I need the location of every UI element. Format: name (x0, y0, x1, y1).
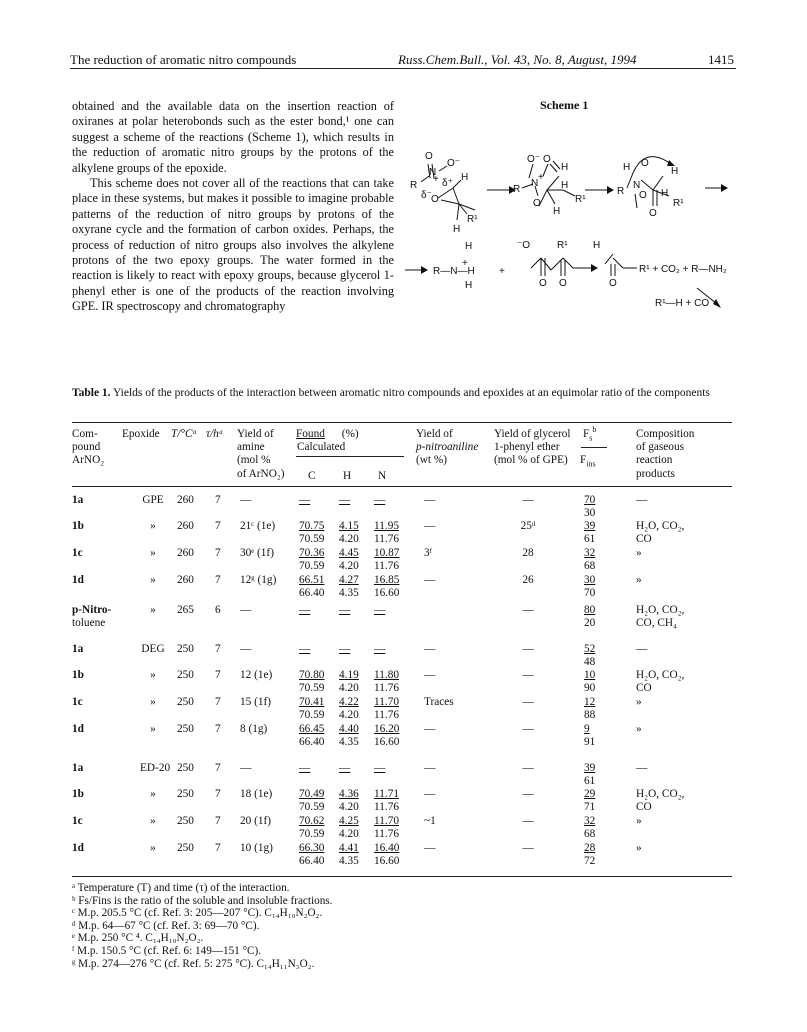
cell-am: 30ᵉ (1f) (240, 547, 274, 559)
cell-ep: » (150, 815, 156, 827)
cell-n1: 11.70 (374, 815, 399, 827)
cell-h2: 4.35 (339, 587, 359, 599)
cell-n1: 16.20 (374, 723, 400, 735)
scheme-label-1: N (429, 167, 437, 178)
cell-fs: 28 (584, 842, 596, 854)
cell-tau: 7 (215, 643, 221, 655)
cell-n1: 11.71 (374, 788, 399, 800)
cell-cmp: 1a (72, 494, 84, 506)
cell-fs: 30 (584, 574, 596, 586)
cell-n2: 16.60 (374, 736, 400, 748)
cell-h1: — (339, 494, 351, 506)
cell-fi: 70 (584, 587, 596, 599)
cell-t: 260 (177, 520, 194, 532)
cell-t: 250 (177, 842, 194, 854)
cell-g1: H₂O, CO₂, (636, 788, 685, 800)
cell-fs: 52 (584, 643, 596, 655)
reaction-scheme (405, 118, 735, 318)
cell-fi: 91 (584, 736, 596, 748)
scheme-label-41: R¹ + CO₂ + R—NH₂ (639, 264, 727, 275)
cell-gly: 28 (522, 547, 534, 559)
cell-gly: 25ᵈ (520, 520, 536, 532)
journal-citation: Russ.Chem.Bull., Vol. 43, No. 8, August, 1994 (398, 52, 637, 67)
cell-tau: 7 (215, 788, 221, 800)
scheme-label-28: R¹ (673, 198, 684, 209)
cell-gly: — (522, 762, 534, 774)
cell-cmp: 1a (72, 762, 84, 774)
cell-pn: ~1 (424, 815, 436, 827)
footnote-a: ᵃ Temperature (T) and time (τ) of the interaction. (72, 882, 290, 894)
cell-n1: — (374, 604, 386, 616)
cell-n2: 11.76 (374, 682, 399, 694)
scheme-label-3: R (410, 180, 418, 191)
cell-am: 8 (1g) (240, 723, 268, 735)
cell-pn: — (424, 788, 436, 800)
cell-pn: — (424, 574, 436, 586)
scheme-label-31: R—N—H (433, 266, 475, 277)
cell-t: 250 (177, 815, 194, 827)
cell-ep: » (150, 520, 156, 532)
cell-h1: 4.27 (339, 574, 359, 586)
cell-cmp: 1c (72, 815, 83, 827)
cell-c1: — (299, 494, 311, 506)
header-cnh-rule (296, 456, 404, 457)
cell-g1: H₂O, CO₂, (636, 669, 685, 681)
cell-t: 250 (177, 696, 194, 708)
cell-gly: — (522, 643, 534, 655)
cell-t: 250 (177, 723, 194, 735)
cell-h1: — (339, 643, 351, 655)
scheme-label-6: O (431, 194, 439, 205)
cell-gly: — (522, 815, 534, 827)
header-fs: $F_s^b$ (583, 425, 597, 443)
scheme-label-38: O (539, 278, 547, 289)
cell-n1: — (374, 643, 386, 655)
cell-am: — (240, 762, 252, 774)
cell-t: 250 (177, 669, 194, 681)
table-top-rule (72, 422, 732, 423)
header-compound: Com- pound ArNO₂ (72, 428, 105, 467)
cell-ep: GPE (142, 494, 164, 506)
paragraph-2: This scheme does not cover all of the reactions that can take place in these systems, but makes it possible to imagine probable patterns of the reduction of nitro groups by protons of the oxyrane cycle and the formation of carbon oxides. Perhaps, the process of reduction of nitro groups also involves the alkylene protons of the two epoxy groups. The water formed in the reaction is likely to react with epoxy groups, because glycerol 1-phenyl ether is one of the products of the reaction involving GPE. IR spectroscopy and chromatography (72, 176, 394, 314)
page-number: 1415 (708, 52, 734, 67)
cell-fs: 39 (584, 520, 596, 532)
cell-am: 15 (1f) (240, 696, 272, 708)
cell-ep: » (150, 723, 156, 735)
cell-h1: 4.36 (339, 788, 359, 800)
cell-n1: 10.87 (374, 547, 400, 559)
cell-h1: — (339, 762, 351, 774)
scheme-label-17: O (533, 198, 541, 209)
cell-ep: » (150, 696, 156, 708)
cell-t: 260 (177, 547, 194, 559)
footnote-c: ᶜ M.p. 205.5 °C (cf. Ref. 3: 205—207 °C). C₁₄H₁₀N₂O₂. (72, 907, 323, 920)
cell-n2: 16.60 (374, 855, 400, 867)
cell-am: 12 (1e) (240, 669, 273, 681)
cell-h1: — (339, 604, 351, 616)
cell-cmp: 1d (72, 723, 84, 735)
scheme-label-7: δ⁺ (442, 178, 453, 189)
header-rule (70, 68, 736, 69)
scheme-labels (410, 151, 727, 309)
cell-n1: — (374, 494, 386, 506)
scheme-label-15: N (531, 178, 539, 189)
body-text-column (72, 99, 394, 315)
cell-ep: » (150, 604, 156, 616)
header-n: N (378, 470, 387, 482)
cell-g2: CO (636, 533, 652, 545)
scheme-label-42: R¹—H + CO (655, 298, 710, 309)
cell-ep: DEG (141, 643, 165, 655)
scheme-label-33: + (462, 258, 468, 269)
cell-gly: — (522, 696, 534, 708)
scheme-label-19: R¹ (575, 194, 586, 205)
cell-pn: Traces (424, 696, 454, 708)
header-glycerol-yield: Yield of glycerol 1-phenyl ether (mol % of GPE) (494, 428, 571, 467)
cell-c1: 70.36 (299, 547, 325, 559)
cell-cmp: 1b (72, 520, 84, 532)
cell-h2: 4.35 (339, 855, 359, 867)
cell-gly: — (522, 842, 534, 854)
cell-pn: 3ᶠ (424, 547, 433, 559)
cell-n1: 16.40 (374, 842, 400, 854)
scheme-label-40: O (609, 278, 617, 289)
cell-pn: — (424, 669, 436, 681)
cell-gly: — (522, 723, 534, 735)
scheme-label-5: δ⁻ (421, 190, 432, 201)
cell-cmp: 1a (72, 643, 84, 655)
paragraph-1: obtained and the available data on the insertion reaction of oxiranes at polar heterobonds such as the ester bond,¹ one can suggest a scheme of the reactions (Scheme 1), which results in the reduction of aromatic nitro groups by the protons of the alkylene groups of the epoxide. (72, 99, 394, 175)
cell-c2: 70.59 (299, 560, 325, 572)
cell-fi: 71 (584, 801, 596, 813)
cell-fs: 80 (584, 604, 596, 616)
cell-fs: 10 (584, 669, 596, 681)
cell-h1: 4.25 (339, 815, 359, 827)
cell-ep: » (150, 842, 156, 854)
cell-n1: 11.80 (374, 669, 399, 681)
header-amine-yield: Yield of amine (mol % of ArNO₂) (237, 428, 285, 480)
footnote-b: ᵇ Fs/Fins is the ratio of the soluble and insoluble fractions. (72, 894, 333, 907)
cell-am: — (240, 494, 252, 506)
cell-t: 250 (177, 762, 194, 774)
scheme-label-25: N (633, 180, 641, 191)
cell-g1: » (636, 815, 642, 827)
cell-tau: 7 (215, 494, 221, 506)
header-temperature: T/°Cᵃ (171, 428, 197, 440)
cell-gly: — (522, 669, 534, 681)
cell-g1: » (636, 696, 642, 708)
cell-ep: » (150, 574, 156, 586)
running-title: The reduction of aromatic nitro compounds (70, 52, 297, 67)
cell-tau: 7 (215, 669, 221, 681)
cell-t: 250 (177, 643, 194, 655)
header-c: C (308, 470, 316, 482)
cell-cmp: 1b (72, 669, 84, 681)
footnote-f: ᶠ M.p. 150.5 °C (cf. Ref. 6: 149—151 °C). (72, 944, 262, 957)
table-header-rule (72, 486, 732, 487)
cell-h2: 4.20 (339, 560, 359, 572)
footnote-d: ᵈ M.p. 64—67 °C (cf. Ref. 3: 69—70 °C). (72, 919, 260, 932)
cell-c1: 70.49 (299, 788, 325, 800)
cell-cmp: p-Nitro- (72, 604, 112, 616)
scheme-label-20: H (553, 206, 561, 217)
cell-gly: 26 (522, 574, 534, 586)
scheme-label-18: H (561, 180, 569, 191)
cell-h1: 4.41 (339, 842, 359, 854)
cell-c1: 66.45 (299, 723, 325, 735)
cell-gly: — (522, 494, 534, 506)
header-fins: $F_{ins}$ (580, 454, 596, 469)
cell-fs: 39 (584, 762, 596, 774)
scheme-label-0: O (425, 151, 433, 162)
cell-fi: 72 (584, 855, 596, 867)
cell-fi: 61 (584, 775, 596, 787)
cell-fi: 20 (584, 617, 596, 629)
cell-n2: 11.76 (374, 828, 399, 840)
cell-c2: 70.59 (299, 682, 325, 694)
cell-c2: 70.59 (299, 828, 325, 840)
scheme-label-14: R (513, 184, 521, 195)
cell-n2: 16.60 (374, 587, 400, 599)
scheme-label-22: O (641, 158, 649, 169)
cell-c1: 70.75 (299, 520, 325, 532)
cell-g2: CO (636, 682, 652, 694)
scheme-label-13: H (561, 162, 569, 173)
cell-ep: » (150, 547, 156, 559)
cell-fi: 61 (584, 533, 596, 545)
cell-pn: — (424, 520, 436, 532)
cell-cmp: 1c (72, 547, 83, 559)
cell-am: 21ᶜ (1e) (240, 520, 276, 532)
cell-ep: ED-20 (140, 762, 171, 774)
cell-c2: 70.59 (299, 801, 325, 813)
cell-ep: » (150, 788, 156, 800)
cell-n1: 11.70 (374, 696, 399, 708)
cell-h1: 4.15 (339, 520, 359, 532)
cell-tau: 7 (215, 547, 221, 559)
cell-fs: 32 (584, 547, 596, 559)
cell-t: 250 (177, 788, 194, 800)
cell-fi: 90 (584, 682, 596, 694)
cell-cmp: 1b (72, 788, 84, 800)
cell-g1: » (636, 842, 642, 854)
table-caption (72, 387, 734, 401)
cell-fs: 9 (584, 723, 590, 735)
cell-am: 20 (1f) (240, 815, 272, 827)
scheme-label-35: ⁻O (517, 240, 531, 251)
cell-tau: 7 (215, 723, 221, 735)
cell-tau: 7 (215, 520, 221, 532)
cell-am: — (240, 643, 252, 655)
cell-h1: 4.45 (339, 547, 359, 559)
scheme-label-29: O (649, 208, 657, 219)
cell-h1: 4.40 (339, 723, 359, 735)
cell-t: 260 (177, 494, 194, 506)
cell-pn: — (424, 723, 436, 735)
cell-fs: 70 (584, 494, 596, 506)
scheme-label-4: + (433, 174, 439, 185)
footnote-e: ᵉ M.p. 250 °C ⁴. C₁₄H₁₀N₂O₂. (72, 932, 204, 945)
cell-g1: H₂O, CO₂, (636, 520, 685, 532)
scheme-label-36: R¹ (557, 240, 568, 251)
cell-n2: 11.76 (374, 801, 399, 813)
scheme-label-21: H (623, 162, 631, 173)
cell-cmp: 1d (72, 842, 84, 854)
cell-fi: 68 (584, 560, 596, 572)
cell-ep: » (150, 669, 156, 681)
cell-c2: 66.40 (299, 855, 325, 867)
cell-g1: — (636, 643, 648, 655)
scheme-label-12: O (543, 154, 551, 165)
cell-n2: 11.76 (374, 533, 399, 545)
scheme-label-27: H (661, 188, 669, 199)
cell-n2: 11.76 (374, 560, 399, 572)
cell-pn: — (424, 842, 436, 854)
header-gas-composition: Composition of gaseous reaction products (636, 428, 695, 480)
scheme-label-8: H (461, 172, 469, 183)
scheme-label-23: H (671, 166, 679, 177)
cell-n1: 16.85 (374, 574, 400, 586)
scheme-label-34: + (499, 266, 505, 277)
cell-h2: 4.20 (339, 801, 359, 813)
cell-tau: 7 (215, 842, 221, 854)
cell-c1: — (299, 604, 311, 616)
cell-n1: — (374, 762, 386, 774)
cell-fi: 88 (584, 709, 596, 721)
cell-am: 18 (1e) (240, 788, 273, 800)
cell-tau: 7 (215, 762, 221, 774)
scheme-label-24: R (617, 186, 625, 197)
cell-g2: CO, CH₄ (636, 617, 677, 629)
cell-g2: CO (636, 801, 652, 813)
table-caption-text: Yields of the products of the interaction between aromatic nitro compounds and epoxides at an equimolar ratio of the components (113, 387, 710, 399)
table-bottom-rule (72, 876, 732, 877)
cell-c1: — (299, 643, 311, 655)
header-epoxide: Epoxide (122, 428, 160, 440)
cell-c2: 66.40 (299, 736, 325, 748)
cell-c2: 66.40 (299, 587, 325, 599)
header-calculated: Calculated (297, 441, 346, 453)
cell-cmp2: toluene (72, 617, 106, 629)
cell-c1: 70.80 (299, 669, 325, 681)
cell-n1: 11.95 (374, 520, 399, 532)
cell-t: 265 (177, 604, 194, 616)
cell-fi: 30 (584, 507, 596, 519)
cell-fi: 68 (584, 828, 596, 840)
cell-c1: 70.62 (299, 815, 325, 827)
scheme-title: Scheme 1 (540, 98, 589, 112)
cell-g1: » (636, 547, 642, 559)
cell-c1: 66.51 (299, 574, 325, 586)
cell-h1: 4.22 (339, 696, 359, 708)
scheme-label-2: O⁻ (447, 158, 461, 169)
scheme-label-11: O⁻ (527, 154, 541, 165)
cell-c1: — (299, 762, 311, 774)
cell-h2: 4.35 (339, 736, 359, 748)
cell-h2: 4.20 (339, 828, 359, 840)
scheme-label-10: H (453, 224, 461, 235)
cell-n2: 11.76 (374, 709, 399, 721)
scheme-label-9: R¹ (467, 214, 478, 225)
cell-c2: 70.59 (299, 709, 325, 721)
cell-c2: 70.59 (299, 533, 325, 545)
cell-am: — (240, 604, 252, 616)
cell-g1: » (636, 723, 642, 735)
cell-fs: 32 (584, 815, 596, 827)
cell-pn: — (424, 494, 436, 506)
footnote-g: ᵍ M.p. 274—276 °C (cf. Ref. 5: 275 °C). C₁₄H₁₁N₃O₂. (72, 957, 315, 970)
cell-tau: 7 (215, 574, 221, 586)
header-found: Found (%) (296, 428, 359, 440)
cell-gly: — (522, 604, 534, 616)
header-h: H (343, 470, 352, 482)
cell-t: 260 (177, 574, 194, 586)
cell-g1: » (636, 574, 642, 586)
cell-cmp: 1d (72, 574, 84, 586)
cell-gly: — (522, 788, 534, 800)
cell-h2: 4.20 (339, 682, 359, 694)
scheme-label-16: + (538, 172, 544, 183)
cell-pn: — (424, 643, 436, 655)
cell-tau: 7 (215, 815, 221, 827)
scheme-label-37: H (593, 240, 601, 251)
cell-g1: H₂O, CO₂, (636, 604, 685, 616)
cell-pn: — (424, 762, 436, 774)
cell-am: 10 (1g) (240, 842, 273, 854)
cell-h2: 4.20 (339, 533, 359, 545)
cell-g1: — (636, 762, 648, 774)
scheme-label-26: O (639, 190, 647, 201)
header-fraction-bar (581, 447, 607, 448)
cell-c1: 66.30 (299, 842, 325, 854)
header-time: τ/hᵃ (206, 428, 224, 440)
cell-h2: 4.20 (339, 709, 359, 721)
footnotes (72, 882, 732, 970)
cell-fs: 29 (584, 788, 596, 800)
scheme-label-39: O (559, 278, 567, 289)
cell-fi: 48 (584, 656, 596, 668)
header-nitroaniline-yield: Yield of p-nitroaniline (wt %) (416, 428, 479, 467)
cell-tau: 6 (215, 604, 221, 616)
scheme-label-32: H (465, 280, 473, 291)
scheme-label-30: H (465, 241, 473, 252)
cell-cmp: 1c (72, 696, 83, 708)
cell-am: 12ᵍ (1g) (240, 574, 277, 586)
cell-g1: — (636, 494, 648, 506)
cell-tau: 7 (215, 696, 221, 708)
table-caption-label: Table 1. (72, 387, 111, 399)
cell-h1: 4.19 (339, 669, 359, 681)
cell-c1: 70.41 (299, 696, 325, 708)
cell-fs: 12 (584, 696, 596, 708)
